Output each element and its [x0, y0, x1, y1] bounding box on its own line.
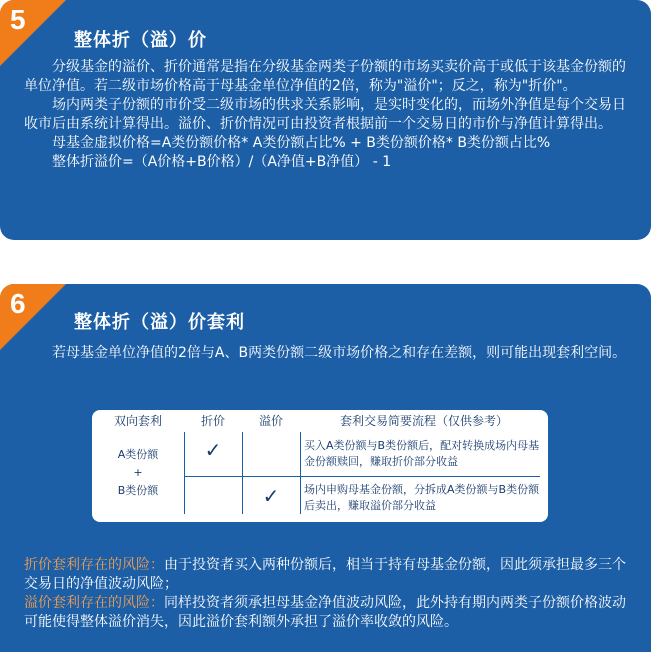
paragraph: 场内两类子份额的市价受二级市场的供求关系影响，是实时变化的，而场外净值是每个交易日收市后由系统计算得出。溢价、折价情况可由投资者根据前一个交易日的市价与净值计算得出。: [24, 97, 626, 132]
header-cell: 折价: [200, 414, 225, 428]
section-number: 5: [10, 4, 26, 35]
table-divider: [300, 432, 301, 514]
discount-flow: 买入A类份额与B类份额后，配对转换成场内母基金份额赎回，赚取折价部分收益: [304, 439, 540, 468]
formula-nav: 母基金虚拟价格=A类份额价格* A类份额占比% + B类份额价格* B类份额占比%: [52, 135, 551, 151]
check-icon: ✓: [204, 438, 222, 462]
paragraph: 若母基金单位净值的2倍与A、B两类份额二级市场价格之和存在差额，则可能出现套利空间。: [52, 345, 627, 361]
row-label-b: B类份额: [117, 484, 159, 497]
section-5-card: [0, 0, 651, 240]
risk-notes: [24, 556, 629, 632]
row-label: [92, 432, 184, 522]
table-header: [92, 410, 548, 432]
check-icon: ✓: [262, 484, 280, 508]
header-cell: 溢价: [258, 414, 283, 428]
row-label-a: A类份额: [117, 448, 159, 461]
section-title: 整体折（溢）价: [74, 30, 207, 51]
paragraph: 分级基金的溢价、折价通常是指在分级基金两类子份额的市场买卖价高于或低于该基金份额的单位净值。若二级市场价格高于母基金单位净值的2倍，称为"溢价"；反之，称为"折价"。: [24, 59, 626, 94]
risk-text: 由于投资者买入两种份额后，相当于持有母基金份额，因此须承担最多三个交易日的净值波动风险；: [24, 557, 626, 592]
section-body: [24, 58, 629, 172]
section-body: [24, 344, 629, 363]
section-number: 6: [10, 288, 26, 319]
risk-label: 折价套利存在的风险：: [24, 557, 164, 573]
header-cell: 套利交易简要流程（仅供参考）: [339, 414, 508, 428]
risk-text: 同样投资者须承担母基金净值波动风险，此外持有期内两类子份额价格波动可能使得整体溢价消失，因此溢价套利额外承担了溢价率收敛的风险。: [24, 595, 626, 630]
table-divider: [184, 476, 540, 477]
risk-discount: [24, 556, 629, 594]
premium-flow: 场内申购母基金份额，分拆成A类份额与B类份额后卖出，赚取溢价部分收益: [304, 483, 540, 512]
risk-premium: [24, 594, 629, 632]
section-title: 整体折（溢）价套利: [74, 312, 245, 333]
arbitrage-table: [92, 410, 548, 522]
risk-label: 溢价套利存在的风险：: [24, 595, 164, 611]
header-cell: 双向套利: [113, 414, 162, 428]
row-label-plus: +: [133, 466, 143, 479]
section-6-card: [0, 284, 651, 652]
formula-premium: 整体折溢价=（A价格+B价格）/（A净值+B净值） - 1: [52, 154, 392, 170]
